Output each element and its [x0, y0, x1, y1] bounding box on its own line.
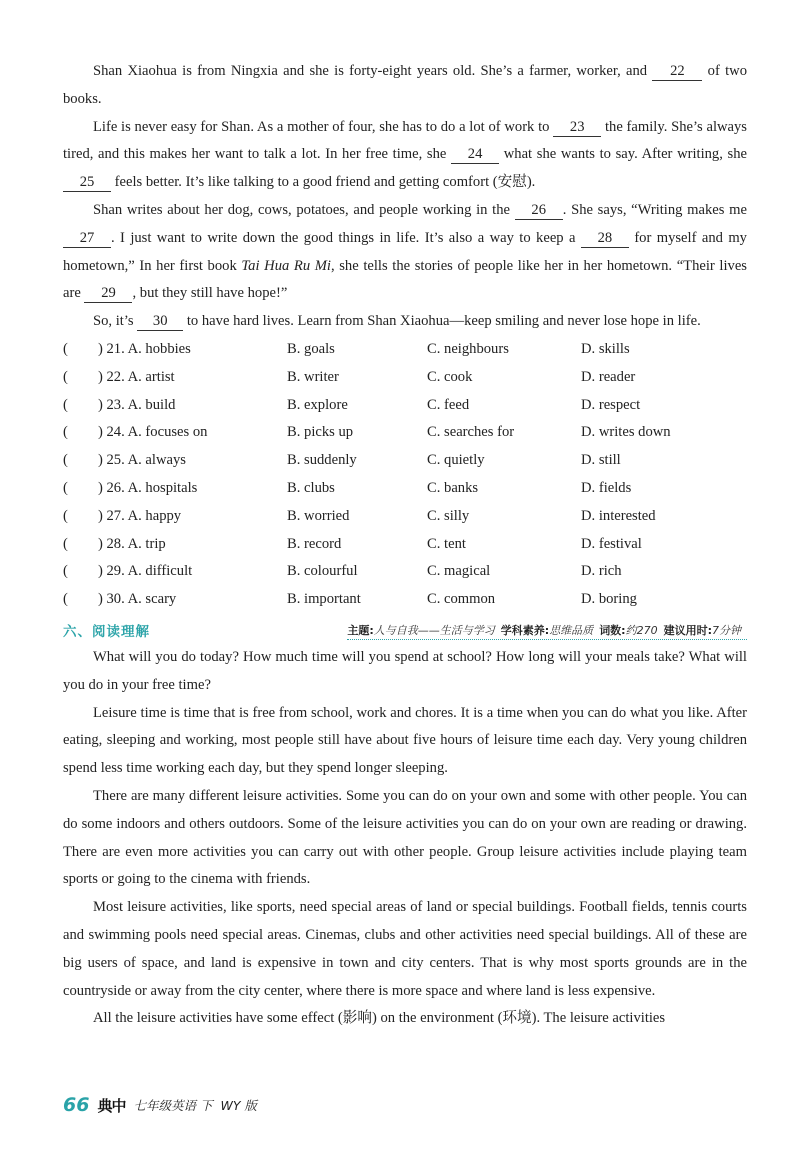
reading-paragraph-1: What will you do today? How much time will you spend at school? How long will your meals take? What will you do in your free time?	[63, 648, 747, 693]
theme-value: 人与自我——生活与学习	[373, 623, 495, 637]
book-title: Tai Hua Ru Mi	[241, 257, 331, 274]
theme-label: 主题:	[347, 623, 374, 637]
text-run: So, it’s	[93, 313, 134, 330]
option-b: B. suddenly	[287, 452, 357, 469]
option-row-28	[63, 531, 747, 559]
answer-paren[interactable]: (	[63, 535, 68, 552]
option-row-26	[63, 475, 747, 503]
option-a: ) 28. A. trip	[98, 535, 166, 552]
option-a: ) 27. A. happy	[98, 507, 182, 524]
option-b: B. picks up	[287, 424, 354, 441]
text-run: feels better. It’s like talking to a good friend and getting comfort (安慰).	[114, 174, 536, 191]
page-footer	[63, 1090, 257, 1120]
cloze-paragraph-2	[63, 114, 747, 197]
option-b: B. clubs	[287, 479, 335, 496]
option-a: ) 30. A. scary	[98, 591, 177, 608]
options-list	[63, 336, 747, 614]
reading-paragraph-2: Leisure time is time that is free from school, work and chores. It is a time when you can do what you like. After eating, sleeping and working, most people still have about five hours of leisure time each day. Very young children spend less time working each day, but they spend longer sleeping.	[63, 704, 747, 777]
option-c: C. neighbours	[427, 340, 509, 357]
option-b: B. writer	[287, 368, 339, 385]
option-b: B. explore	[287, 396, 348, 413]
option-c: C. quietly	[427, 452, 485, 469]
time-label: 建议用时:	[663, 623, 712, 637]
time-value: 7分钟	[712, 623, 741, 637]
text-run: for myself and my hometown,” In her first book	[63, 229, 747, 274]
text-run: of two books.	[63, 63, 747, 107]
option-row-29	[63, 558, 747, 586]
text-run: , but they still have hope!”	[132, 285, 288, 302]
option-row-23	[63, 392, 747, 420]
text-run: . She says, “Writing makes me	[562, 201, 747, 218]
reading-paragraph-3: There are many different leisure activities. Some you can do on your own and some with other people. You can do some indoors and others outdoors. Some of the leisure activities you can do on your own are reading or drawing. There are even more activities you can carry out with other people. Group leisure activities include playing team sports or going to the cinema with friends.	[63, 787, 747, 888]
answer-paren[interactable]: (	[63, 563, 68, 580]
answer-paren[interactable]: (	[63, 591, 68, 608]
option-a: ) 21. A. hobbies	[98, 340, 191, 357]
option-b: B. colourful	[287, 563, 358, 580]
answer-paren[interactable]: (	[63, 396, 68, 413]
blank-23: 23	[553, 118, 601, 137]
reading-paragraph-5: All the leisure activities have some effect (影响) on the environment (环境). The leisure activities	[93, 1010, 666, 1027]
option-c: C. searches for	[427, 424, 515, 441]
option-a: ) 29. A. difficult	[98, 563, 193, 580]
cloze-paragraph-3	[63, 197, 747, 308]
option-c: C. feed	[427, 396, 470, 413]
text-run: Shan writes about her dog, cows, potatoes, and people working in the	[93, 201, 510, 218]
text-run: , she tells the stories of people like her in her hometown. “Their lives are	[63, 257, 747, 302]
answer-paren[interactable]: (	[63, 479, 68, 496]
answer-paren[interactable]: (	[63, 368, 68, 385]
option-d: D. skills	[581, 340, 630, 357]
answer-paren[interactable]: (	[63, 340, 68, 357]
option-c: C. cook	[427, 368, 473, 385]
brand-logo: 典中	[97, 1096, 126, 1115]
option-d: D. still	[581, 452, 621, 469]
option-d: D. fields	[581, 479, 632, 496]
answer-paren[interactable]: (	[63, 424, 68, 441]
option-d: D. festival	[581, 535, 642, 552]
section-title: 六、阅读理解	[63, 623, 150, 640]
option-row-27	[63, 503, 747, 531]
words-label: 词数:	[599, 623, 626, 637]
option-d: D. boring	[581, 591, 637, 608]
option-b: B. important	[287, 591, 361, 608]
option-d: D. interested	[581, 507, 656, 524]
words-value: 约270	[625, 623, 658, 637]
option-d: D. reader	[581, 368, 636, 385]
option-a: ) 26. A. hospitals	[98, 479, 198, 496]
literacy-label: 学科素养:	[500, 623, 550, 637]
blank-24: 24	[451, 145, 499, 164]
blank-29: 29	[84, 284, 132, 303]
option-c: C. banks	[427, 479, 479, 496]
option-c: C. common	[427, 591, 496, 608]
text-run: the family. She’s always tired, and this makes her want to talk a lot. In her free time, she	[63, 118, 747, 163]
blank-25: 25	[63, 173, 111, 192]
option-row-25	[63, 447, 747, 475]
option-d: D. writes down	[581, 424, 671, 441]
option-row-22	[63, 364, 747, 392]
option-row-24	[63, 419, 747, 447]
literacy-value: 思维品质	[549, 623, 594, 637]
text-run: Shan Xiaohua is from Ningxia and she is forty-eight years old. She’s a farmer, worker, and	[93, 63, 648, 79]
answer-paren[interactable]: (	[63, 507, 68, 524]
option-d: D. respect	[581, 396, 641, 413]
section-header	[63, 616, 747, 644]
page-number: 66	[63, 1094, 90, 1116]
text-run: to have hard lives. Learn from Shan Xiaohua—keep smiling and never lose hope in life.	[186, 313, 701, 330]
blank-26: 26	[515, 201, 563, 220]
cloze-paragraph-4	[63, 308, 747, 336]
option-d: D. rich	[581, 563, 622, 580]
option-a: ) 24. A. focuses on	[98, 424, 208, 441]
option-a: ) 25. A. always	[98, 452, 186, 469]
reading-paragraph-4: Most leisure activities, like sports, need special areas of land or special buildings. Football fields, tennis courts and swimming pools need special areas. Cinemas, clubs and other activities need special buildings. All of these are big users of space, and land is expensive in town and city centers. That is why most sports grounds are in the countryside or away from the city center, where there is more space and where land is less expensive.	[63, 899, 747, 999]
option-c: C. silly	[427, 507, 470, 524]
option-a: ) 22. A. artist	[98, 368, 175, 385]
option-c: C. magical	[427, 563, 491, 580]
cloze-paragraph-1	[63, 58, 747, 114]
section-meta	[347, 622, 747, 640]
blank-22: 22	[652, 62, 702, 81]
blank-28: 28	[581, 229, 629, 248]
option-c: C. tent	[427, 535, 466, 552]
option-row-30	[63, 586, 747, 614]
option-row-21	[63, 336, 747, 364]
option-b: B. record	[287, 535, 342, 552]
text-run: . I just want to write down the good things in life. It’s also a way to keep a	[111, 229, 576, 246]
option-b: B. worried	[287, 507, 350, 524]
book-edition: WY 版	[220, 1098, 257, 1113]
page-content	[63, 58, 747, 1033]
option-a: ) 23. A. build	[98, 396, 176, 413]
text-run: what she wants to say. After writing, she	[503, 146, 747, 163]
answer-paren[interactable]: (	[63, 452, 68, 469]
blank-30: 30	[137, 312, 183, 331]
text-run: Life is never easy for Shan. As a mother of four, she has to do a lot of work to	[93, 118, 550, 135]
book-grade: 七年级英语 下	[133, 1098, 213, 1113]
option-b: B. goals	[287, 340, 335, 357]
blank-27: 27	[63, 229, 111, 248]
